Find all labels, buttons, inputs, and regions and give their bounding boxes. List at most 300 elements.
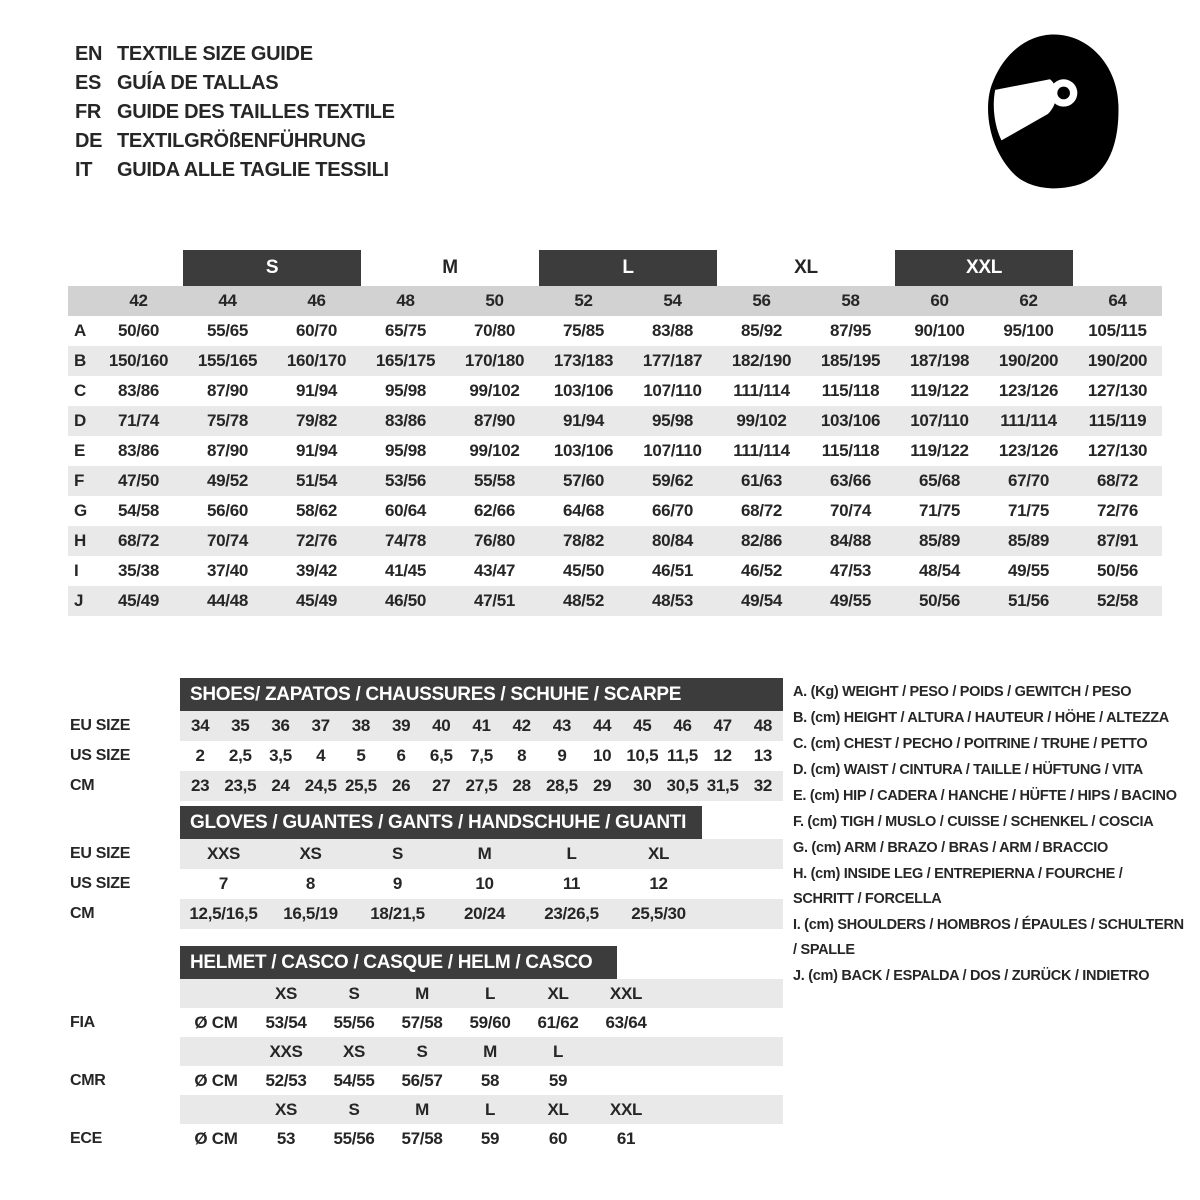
size-value-cell	[180, 1095, 252, 1124]
measurement-cell: 60/64	[384, 501, 427, 520]
measurement-cell: 87/91	[1096, 531, 1139, 550]
measurement-legend	[793, 680, 1185, 990]
measurement-cell: 70/74	[829, 501, 872, 520]
helmet-values	[180, 1037, 783, 1066]
language-title-row	[75, 156, 395, 185]
measurement-cell: 83/86	[384, 411, 427, 430]
measurement-cell: 56/60	[206, 501, 249, 520]
row-letter: H	[74, 531, 86, 550]
measurement-cell: 64/68	[562, 501, 605, 520]
language-title: GUÍA DE TALLAS	[117, 72, 279, 94]
gloves-row	[70, 899, 786, 929]
size-value-cell: 48	[753, 716, 773, 735]
row-label: US SIZE	[70, 747, 131, 764]
size-value-cell: 53	[276, 1128, 296, 1148]
size-value-cell: 7,5	[470, 746, 493, 765]
measurement-cell: 49/55	[829, 591, 872, 610]
helmet-row	[70, 1037, 786, 1066]
numeric-size-cell: 42	[129, 291, 148, 310]
measurement-row	[68, 466, 1162, 496]
language-code: IT	[75, 159, 93, 181]
shoes-section	[70, 678, 786, 801]
measurement-row	[68, 376, 1162, 406]
size-value-cell: L	[552, 1041, 564, 1061]
helmet-values	[180, 1008, 783, 1037]
size-value-cell: 10,5	[626, 746, 659, 765]
size-value-cell: 6	[396, 746, 406, 765]
language-code: ES	[75, 72, 102, 94]
gloves-values	[180, 839, 783, 869]
measurement-row	[68, 526, 1162, 556]
measurement-cell: 65/75	[384, 321, 427, 340]
legend-item: E. (cm) HIP / CADERA / HANCHE / HÜFTE / HIPS / BACINO	[793, 788, 1177, 804]
size-value-cell: 8	[517, 746, 527, 765]
measurement-cell: 190/200	[1087, 351, 1148, 370]
row-letter: F	[74, 471, 85, 490]
measurement-cell: 127/130	[1087, 441, 1148, 460]
measurement-cell: 87/90	[206, 441, 249, 460]
size-value-cell: 37	[311, 716, 330, 735]
size-value-cell: 7	[218, 874, 229, 893]
measurement-cell: 68/72	[117, 531, 160, 550]
measurement-cell: 182/190	[731, 351, 792, 370]
measurement-cell: 50/60	[117, 321, 160, 340]
measurement-cell: 49/55	[1007, 561, 1050, 580]
size-value-cell: 9	[392, 874, 403, 893]
measurement-rows	[68, 316, 1162, 616]
measurement-cell: 187/198	[909, 351, 970, 370]
size-group-label	[717, 250, 895, 286]
helmet-row	[70, 1066, 786, 1095]
size-value-cell: XS	[274, 1099, 298, 1119]
helmet-values	[180, 1066, 783, 1095]
measurement-cell: 160/170	[286, 351, 347, 370]
legend-item: I. (cm) SHOULDERS / HOMBROS / ÉPAULES / SCHULTERN / SPALLE	[793, 917, 1184, 958]
measurement-cell: 45/50	[562, 561, 605, 580]
measurement-cell: 115/118	[821, 441, 880, 460]
helmet-values	[180, 1124, 783, 1153]
measurement-cell: 71/75	[1007, 501, 1050, 520]
gloves-row	[70, 839, 786, 869]
measurement-cell: 49/52	[206, 471, 249, 490]
measurement-cell: 155/165	[197, 351, 258, 370]
measurement-cell: 185/195	[820, 351, 881, 370]
numeric-size-cell: 50	[485, 291, 504, 310]
size-value-cell: 57/58	[401, 1012, 443, 1032]
measurement-cell: 103/106	[553, 381, 614, 400]
size-value-cell: 59/60	[469, 1012, 511, 1032]
measurement-cell: 47/50	[117, 471, 160, 490]
measurement-cell: 103/106	[820, 411, 881, 430]
measurement-cell: 85/89	[1007, 531, 1050, 550]
measurement-cell: 99/102	[736, 411, 787, 430]
measurement-cell: 84/88	[829, 531, 872, 550]
row-label: EU SIZE	[70, 717, 131, 734]
size-value-cell: 38	[351, 716, 371, 735]
size-value-cell: S	[416, 1041, 428, 1061]
measurement-cell: 177/187	[642, 351, 703, 370]
helmet-row	[70, 979, 786, 1008]
measurement-cell: 87/90	[473, 411, 516, 430]
size-value-cell: 46	[673, 716, 692, 735]
gloves-values	[180, 869, 783, 899]
gloves-section	[70, 806, 786, 929]
size-value-cell: 30,5	[666, 776, 699, 795]
measurement-cell: 43/47	[473, 561, 516, 580]
measurement-cell: 105/115	[1088, 321, 1147, 340]
row-letter: C	[74, 381, 86, 400]
size-group-label	[895, 250, 1073, 286]
measurement-cell: 87/95	[829, 321, 872, 340]
size-value-cell: 10	[592, 746, 612, 765]
helmet-values	[180, 1095, 783, 1124]
size-value-cell: 6,5	[429, 746, 453, 765]
size-value-cell	[180, 979, 252, 1008]
size-value-cell: S	[348, 1099, 360, 1119]
measurement-cell: 83/86	[117, 381, 160, 400]
measurement-cell: 74/78	[384, 531, 427, 550]
gloves-title-bar	[180, 806, 702, 839]
legend-item: G. (cm) ARM / BRAZO / BRAS / ARM / BRACCIO	[793, 840, 1108, 856]
language-code: EN	[75, 43, 103, 65]
measurement-cell: 46/51	[651, 561, 694, 580]
measurement-cell: 70/74	[206, 531, 249, 550]
size-value-cell: 57/58	[401, 1128, 443, 1148]
measurement-cell: 123/126	[998, 441, 1059, 460]
size-group-text: M	[442, 257, 458, 278]
measurement-row	[68, 406, 1162, 436]
measurement-cell: 61/63	[740, 471, 783, 490]
measurement-cell: 48/54	[918, 561, 961, 580]
size-value-cell: M	[415, 983, 429, 1003]
helmet-title: HELMET / CASCO / CASQUE / HELM / CASCO	[190, 951, 593, 973]
size-value-cell: M	[415, 1099, 429, 1119]
standard-label	[70, 1095, 180, 1124]
measurement-cell: 87/90	[206, 381, 249, 400]
measurement-cell: 60/70	[295, 321, 338, 340]
size-value-cell: XL	[547, 983, 569, 1003]
size-value-cell: 43	[552, 716, 572, 735]
language-code: DE	[75, 130, 103, 152]
measurement-cell: 71/75	[918, 501, 961, 520]
measurement-cell: 44/48	[206, 591, 249, 610]
measurement-cell: 52/58	[1096, 591, 1139, 610]
measurement-row	[68, 556, 1162, 586]
helmet-title-bar	[180, 946, 617, 979]
size-value-cell: 3,5	[269, 746, 292, 765]
row-letter: G	[74, 501, 87, 520]
measurement-cell: 107/110	[643, 441, 702, 460]
language-title: GUIDE DES TAILLES TEXTILE	[117, 101, 395, 123]
measurement-cell: 55/65	[206, 321, 249, 340]
measurement-cell: 103/106	[553, 441, 614, 460]
measurement-cell: 99/102	[469, 441, 520, 460]
size-value-cell: 23	[190, 776, 210, 795]
measurement-cell: 91/94	[295, 441, 338, 460]
size-value-cell: M	[477, 844, 492, 863]
legend-item: H. (cm) INSIDE LEG / ENTREPIERNA / FOURCHE / SCHRITT / FORCELLA	[793, 866, 1123, 907]
size-value-cell: XXL	[609, 983, 643, 1003]
size-value-cell: L	[484, 983, 496, 1003]
size-value-cell: 9	[557, 746, 567, 765]
shoes-values	[180, 771, 783, 801]
size-value-cell: 59	[480, 1128, 500, 1148]
size-group-text: XL	[794, 257, 818, 278]
measurement-cell: 50/56	[918, 591, 961, 610]
measurement-cell: 48/53	[651, 591, 694, 610]
size-value-cell: 8	[305, 874, 316, 893]
measurement-cell: 127/130	[1087, 381, 1148, 400]
size-value-cell: 16,5/19	[283, 904, 338, 923]
measurement-cell: 111/114	[1000, 411, 1057, 430]
measurement-cell: 115/119	[1088, 411, 1147, 430]
size-value-cell: 12	[713, 746, 732, 765]
size-value-cell: 36	[271, 716, 290, 735]
size-value-cell	[592, 1066, 660, 1095]
shoes-row	[70, 771, 786, 801]
measurement-cell: 111/114	[733, 381, 790, 400]
language-title-row	[75, 98, 395, 127]
numeric-size-cell: 46	[307, 291, 326, 310]
size-value-cell: 39	[391, 716, 411, 735]
numeric-size-cell: 58	[841, 291, 860, 310]
size-group-text: S	[265, 257, 279, 278]
numeric-size-row	[68, 286, 1162, 316]
measurement-row	[68, 496, 1162, 526]
size-value-cell: 60	[548, 1128, 568, 1148]
size-value-cell: 4	[316, 746, 326, 765]
measurement-cell: 46/52	[740, 561, 783, 580]
gloves-values	[180, 899, 783, 929]
size-value-cell: 25,5/30	[631, 904, 686, 923]
measurement-cell: 45/49	[117, 591, 160, 610]
standard-label	[70, 1037, 180, 1066]
size-value-cell: XS	[274, 983, 298, 1003]
measurement-cell: 50/56	[1096, 561, 1139, 580]
language-title: TEXTILGRÖßENFÜHRUNG	[117, 130, 366, 152]
legend-item: B. (cm) HEIGHT / ALTURA / HAUTEUR / HÖHE / ALTEZZA	[793, 710, 1169, 726]
measurement-cell: 75/85	[562, 321, 605, 340]
standard-label: CMR	[70, 1071, 106, 1089]
size-value-cell: 29	[592, 776, 612, 795]
row-label: CM	[70, 777, 95, 794]
apparel-size-table	[68, 250, 1162, 616]
measurement-cell: 111/114	[733, 441, 790, 460]
measurement-cell: 62/66	[473, 501, 516, 520]
standard-label: ECE	[70, 1129, 102, 1147]
size-value-cell: 23/26,5	[544, 904, 599, 923]
helmet-rows	[70, 979, 786, 1153]
size-value-cell: 52/53	[265, 1070, 307, 1090]
size-value-cell: 47	[713, 716, 732, 735]
size-value-cell: 12,5/16,5	[189, 904, 258, 923]
row-letter: E	[74, 441, 86, 460]
measurement-cell: 58/62	[295, 501, 338, 520]
legend-item: C. (cm) CHEST / PECHO / POITRINE / TRUHE / PETTO	[793, 736, 1148, 752]
row-letter: D	[74, 411, 86, 430]
measurement-cell: 71/74	[117, 411, 160, 430]
size-value-cell	[592, 1037, 660, 1066]
measurement-cell: 55/58	[473, 471, 516, 490]
measurement-cell: 83/86	[117, 441, 160, 460]
size-value-cell: 61	[616, 1128, 636, 1148]
size-value-cell: 28,5	[545, 776, 578, 795]
size-value-cell: 42	[512, 716, 531, 735]
measurement-cell: 170/180	[464, 351, 525, 370]
measurement-cell: 99/102	[469, 381, 520, 400]
measurement-cell: 45/49	[295, 591, 338, 610]
racing-helmet-icon	[972, 28, 1130, 198]
size-value-cell: M	[483, 1041, 497, 1061]
size-group-text: XXL	[965, 257, 1003, 278]
measurement-row	[68, 346, 1162, 376]
measurement-cell: 76/80	[473, 531, 516, 550]
numeric-size-cell: 56	[752, 291, 771, 310]
numeric-size-cell: 54	[663, 291, 682, 310]
language-code: FR	[75, 101, 102, 123]
measurement-cell: 46/50	[384, 591, 427, 610]
measurement-cell: 115/118	[821, 381, 880, 400]
measurement-row	[68, 586, 1162, 616]
size-value-cell: 27,5	[465, 776, 498, 795]
measurement-cell: 173/183	[553, 351, 614, 370]
measurement-cell: 67/70	[1007, 471, 1050, 490]
measurement-cell: 85/89	[918, 531, 961, 550]
size-value-cell: 30	[633, 776, 652, 795]
measurement-cell: 65/68	[918, 471, 961, 490]
size-value-cell: S	[391, 844, 404, 863]
row-label: CM	[70, 905, 95, 922]
size-value-cell: 26	[391, 776, 411, 795]
measurement-cell: 53/56	[384, 471, 427, 490]
row-letter: B	[74, 351, 86, 370]
measurement-cell: 75/78	[206, 411, 249, 430]
measurement-cell: 80/84	[651, 531, 694, 550]
size-value-cell: 23,5	[224, 776, 257, 795]
measurement-cell: 72/76	[295, 531, 338, 550]
measurement-cell: 150/160	[108, 351, 169, 370]
size-group-label	[361, 250, 539, 286]
language-title-list	[75, 40, 395, 185]
numeric-size-cell: 52	[574, 291, 593, 310]
measurement-cell: 107/110	[910, 411, 969, 430]
size-value-cell: 13	[753, 746, 773, 765]
size-value-cell: 63/64	[605, 1012, 647, 1032]
size-value-cell: L	[484, 1099, 496, 1119]
helmet-row	[70, 1008, 786, 1037]
size-group-row	[68, 250, 1162, 286]
measurement-cell: 78/82	[562, 531, 605, 550]
size-value-cell: 54/55	[333, 1070, 375, 1090]
measurement-cell: 72/76	[1096, 501, 1139, 520]
measurement-cell: 37/40	[206, 561, 249, 580]
size-value-cell: XXS	[206, 844, 241, 863]
measurement-cell: 95/98	[651, 411, 694, 430]
shoes-values	[180, 711, 783, 741]
size-value-cell: 24	[271, 776, 290, 795]
legend-item: A. (Kg) WEIGHT / PESO / POIDS / GEWITCH / PESO	[793, 684, 1132, 700]
shoes-row	[70, 711, 786, 741]
size-value-cell: XL	[547, 1099, 569, 1119]
size-value-cell: Ø CM	[194, 1012, 238, 1032]
row-label: US SIZE	[70, 875, 131, 892]
measurement-cell: 95/98	[384, 381, 427, 400]
size-group-label	[183, 250, 361, 286]
size-value-cell: S	[348, 983, 360, 1003]
language-title-row	[75, 127, 395, 156]
size-value-cell: 40	[432, 716, 451, 735]
measurement-cell: 79/82	[295, 411, 338, 430]
measurement-cell: 85/92	[740, 321, 783, 340]
size-value-cell	[180, 1037, 252, 1066]
measurement-cell: 57/60	[562, 471, 605, 490]
measurement-cell: 66/70	[651, 501, 694, 520]
size-value-cell: 25,5	[344, 776, 377, 795]
legend-item: D. (cm) WAIST / CINTURA / TAILLE / HÜFTUNG / VITA	[793, 762, 1143, 778]
size-value-cell: 18/21,5	[370, 904, 425, 923]
language-title: TEXTILE SIZE GUIDE	[117, 43, 313, 65]
measurement-cell: 47/51	[473, 591, 516, 610]
size-value-cell: 27	[432, 776, 451, 795]
shoes-rows	[70, 711, 786, 801]
size-value-cell: 10	[475, 874, 494, 893]
gloves-row	[70, 869, 786, 899]
legend-item: J. (cm) BACK / ESPALDA / DOS / ZURÜCK / INDIETRO	[793, 968, 1150, 984]
numeric-size-cell: 48	[396, 291, 415, 310]
measurement-cell: 190/200	[998, 351, 1059, 370]
row-label: EU SIZE	[70, 845, 131, 862]
size-value-cell: Ø CM	[194, 1128, 238, 1148]
size-value-cell: 28	[512, 776, 531, 795]
standard-label	[70, 979, 180, 1008]
size-value-cell: XS	[299, 844, 322, 863]
measurement-cell: 51/56	[1007, 591, 1050, 610]
size-value-cell: XXS	[269, 1041, 303, 1061]
size-value-cell: 45	[633, 716, 652, 735]
size-value-cell: 32	[753, 776, 773, 795]
size-value-cell: 55/56	[333, 1012, 375, 1032]
size-group-label	[539, 250, 717, 286]
shoes-title-bar	[180, 678, 783, 711]
measurement-cell: 119/122	[910, 441, 969, 460]
size-value-cell: L	[566, 844, 577, 863]
helmet-row	[70, 1124, 786, 1153]
shoes-row	[70, 741, 786, 771]
size-group-text: L	[622, 257, 634, 278]
size-value-cell: 11	[562, 874, 581, 893]
measurement-cell: 68/72	[1096, 471, 1139, 490]
measurement-cell: 107/110	[643, 381, 702, 400]
size-value-cell: 31,5	[706, 776, 739, 795]
shoes-values	[180, 741, 783, 771]
helmet-row	[70, 1095, 786, 1124]
size-value-cell: 12	[649, 874, 668, 893]
size-value-cell: 5	[356, 746, 366, 765]
gloves-rows	[70, 839, 786, 929]
measurement-cell: 49/54	[740, 591, 783, 610]
size-value-cell: 41	[472, 716, 491, 735]
measurement-row	[68, 316, 1162, 346]
measurement-cell: 95/100	[1003, 321, 1054, 340]
size-value-cell: XS	[342, 1041, 366, 1061]
measurement-cell: 82/86	[740, 531, 783, 550]
size-value-cell: 11,5	[667, 746, 698, 765]
size-value-cell: 24,5	[304, 776, 337, 795]
measurement-cell: 39/42	[295, 561, 338, 580]
measurement-cell: 48/52	[562, 591, 605, 610]
measurement-cell: 51/54	[295, 471, 338, 490]
measurement-cell: 70/80	[473, 321, 516, 340]
